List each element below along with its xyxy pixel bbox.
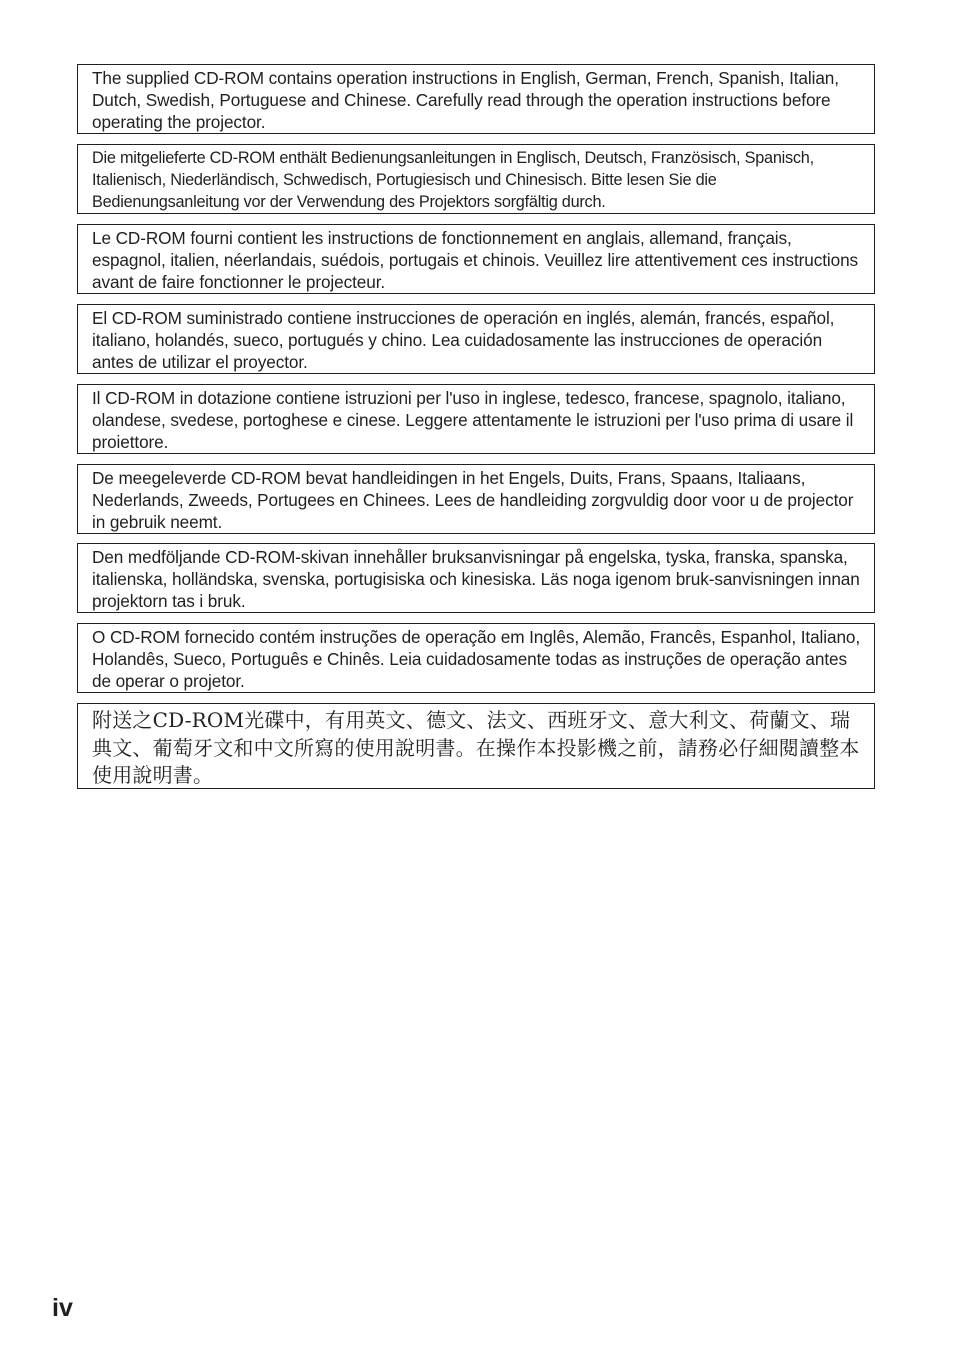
notice-box-english <box>77 64 875 134</box>
notice-text-german: Die mitgelieferte CD-ROM enthält Bedienungsanleitungen in Englisch, Deutsch, Französisch, Spanisch, Italienisch, Niederländisch, Schwedisch, Portugiesisch und Chinesisch. Bitte lesen Sie die Bedienungsanleitung vor der Verwendung des Projektors sorgfältig durch. <box>92 149 814 211</box>
notice-text-portuguese: O CD-ROM fornecido contém instruções de operação em Inglês, Alemão, Francês, Espanhol, Italiano, Holandês, Sueco, Português e Chinês. Leia cuidadosamente todas as instruções de operação antes de operar o projetor. <box>92 627 861 691</box>
notice-text-spanish: El CD-ROM suministrado contiene instrucciones de operación en inglés, alemán, francés, español, italiano, holandés, sueco, portugués y chino. Lea cuidadosamente las instrucciones de operación antes de utilizar el proyector. <box>92 308 835 372</box>
notice-box-spanish <box>77 304 875 374</box>
notice-text-italian: Il CD-ROM in dotazione contiene istruzioni per l'uso in inglese, tedesco, francese, spagnolo, italiano, olandese, svedese, portoghese e cinese. Leggere attentamente le istruzioni per l'uso prima di usare il proiettore. <box>92 388 854 452</box>
page-number: iv <box>52 1294 73 1322</box>
notice-text-english: The supplied CD-ROM contains operation instructions in English, German, French, Spanish, Italian, Dutch, Swedish, Portuguese and Chinese. Carefully read through the operation instructions before operating the projector. <box>92 68 839 132</box>
notice-text-dutch: De meegeleverde CD-ROM bevat handleidingen in het Engels, Duits, Frans, Spaans, Italiaans, Nederlands, Zweeds, Portugees en Chinees. Lees de handleiding zorgvuldig door voor u de projector in gebruik neemt. <box>92 468 854 532</box>
notice-text-chinese: 附送之CD-ROM光碟中，有用英文、德文、法文、西班牙文、意大利文、荷蘭文、瑞典文、葡萄牙文和中文所寫的使用說明書。在操作本投影機之前，請務必仔細閱讀整本使用說明書。 <box>92 708 860 787</box>
notice-box-italian <box>77 384 875 454</box>
notice-box-chinese <box>77 703 875 789</box>
notice-box-portuguese <box>77 623 875 693</box>
notice-box-dutch <box>77 464 875 534</box>
notice-box-swedish <box>77 543 875 613</box>
notice-box-german <box>77 144 875 214</box>
notice-box-french <box>77 224 875 294</box>
notice-text-french: Le CD-ROM fourni contient les instructions de fonctionnement en anglais, allemand, français, espagnol, italien, néerlandais, suédois, portugais et chinois. Veuillez lire attentivement ces instructions avant de faire fonctionner le projecteur. <box>92 228 859 292</box>
notice-text-swedish: Den medföljande CD-ROM-skivan innehåller bruksanvisningar på engelska, tyska, franska, spanska, italienska, holländska, svenska, portugisiska och kinesiska. Läs noga igenom bruk-sanvisningen innan projektorn tas i bruk. <box>92 547 860 611</box>
